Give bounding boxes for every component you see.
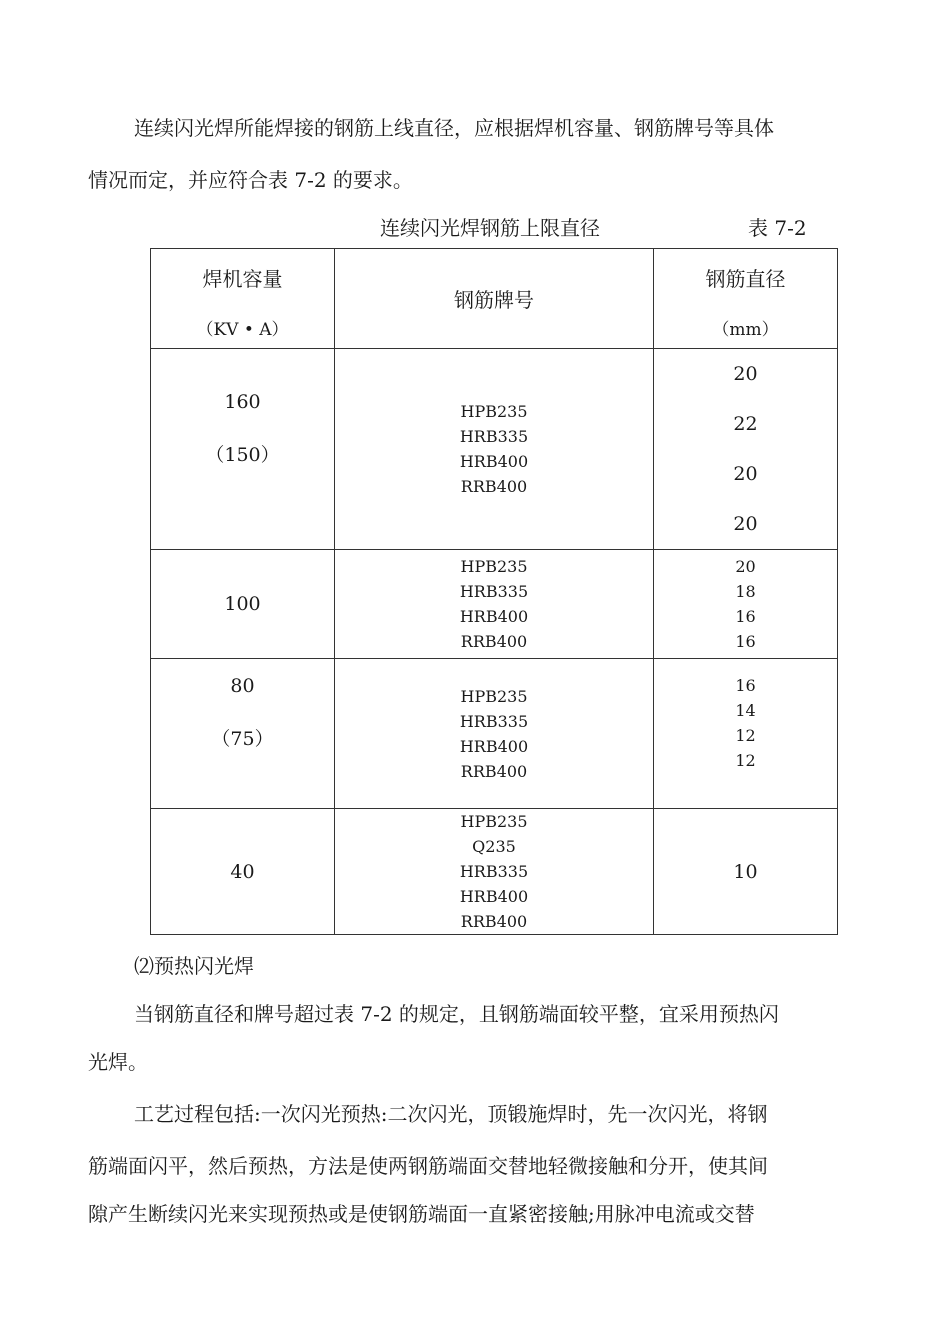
grade-item: RRB400 — [460, 912, 528, 931]
diameter-item: 12 — [735, 726, 756, 745]
spec-table — [150, 248, 838, 935]
diameter-item: 16 — [735, 607, 756, 626]
grade-item: Q235 — [472, 837, 516, 856]
table-number: 表 7-2 — [748, 216, 807, 240]
diameter-item: 12 — [735, 751, 756, 770]
para3-line-3: 隙产生断续闪光来实现预热或是使钢筋端面一直紧密接触;用脉冲电流或交替 — [88, 1202, 755, 1226]
header-capacity-label: 焊机容量 — [202, 267, 283, 291]
diameter-cell — [654, 550, 838, 659]
diameter-cell — [654, 349, 838, 550]
diameter-item: 14 — [735, 701, 756, 720]
header-diameter-unit: （mm） — [712, 320, 779, 340]
capacity-cell — [151, 349, 335, 550]
para3-line-2: 筋端面闪平，然后预热，方法是使两钢筋端面交替地轻微接触和分开，使其间 — [88, 1154, 768, 1178]
grade-item: HRB400 — [459, 887, 529, 906]
table-row — [151, 809, 838, 935]
diameter-item: 20 — [735, 557, 756, 576]
grade-item: RRB400 — [460, 761, 528, 781]
diameter-item: 16 — [735, 676, 756, 695]
grade-cell — [335, 809, 654, 935]
diameter-item: 16 — [735, 632, 756, 651]
table-row — [151, 659, 838, 809]
header-capacity — [151, 249, 335, 349]
header-capacity-unit: （KV • A） — [196, 320, 289, 340]
grade-cell — [335, 659, 654, 809]
section-heading: ⑵预热闪光焊 — [134, 954, 254, 978]
grade-item: HRB335 — [459, 711, 529, 731]
para2-line-1: 当钢筋直径和牌号超过表 7-2 的规定，且钢筋端面较平整，宜采用预热闪 — [134, 1002, 779, 1026]
grade-item: HPB235 — [460, 557, 528, 576]
capacity-value: 100 — [224, 593, 261, 615]
table-row — [151, 349, 838, 550]
capacity-cell — [151, 659, 335, 809]
capacity-value: 160 — [224, 391, 261, 413]
grade-item: HPB235 — [460, 812, 528, 831]
capacity-alt-value: （150） — [205, 444, 280, 466]
intro-line-1: 连续闪光焊所能焊接的钢筋上线直径，应根据焊机容量、钢筋牌号等具体 — [134, 116, 774, 140]
capacity-alt-value: （75） — [211, 728, 274, 750]
header-grade-label: 钢筋牌号 — [454, 288, 534, 312]
grade-item: HRB335 — [459, 862, 529, 881]
grade-item: RRB400 — [460, 632, 528, 651]
table-row — [151, 550, 838, 659]
capacity-value: 80 — [230, 675, 255, 697]
capacity-value: 40 — [230, 860, 255, 883]
diameter-item: 20 — [733, 463, 758, 485]
para2-line-2: 光焊。 — [88, 1050, 148, 1074]
diameter-item: 20 — [733, 363, 758, 385]
grade-cell — [335, 349, 654, 550]
diameter-item: 18 — [735, 582, 756, 601]
para3-line-1: 工艺过程包括:一次闪光预热:二次闪光，顶锻施焊时，先一次闪光，将钢 — [134, 1102, 768, 1126]
table-caption: 连续闪光焊钢筋上限直径 — [380, 216, 600, 240]
header-row — [151, 249, 838, 349]
capacity-cell — [151, 550, 335, 659]
grade-item: HRB400 — [459, 607, 529, 626]
grade-item: HPB235 — [460, 686, 528, 706]
diameter-item: 10 — [733, 860, 758, 883]
capacity-cell — [151, 809, 335, 935]
grade-item: HRB335 — [459, 427, 529, 446]
header-diameter-label: 钢筋直径 — [705, 267, 786, 291]
header-diameter — [654, 249, 838, 349]
diameter-cell — [654, 659, 838, 809]
grade-item: HRB400 — [459, 736, 529, 756]
grade-cell — [335, 550, 654, 659]
grade-item: HRB400 — [459, 452, 529, 471]
grade-item: RRB400 — [460, 477, 528, 496]
grade-item: HRB335 — [459, 582, 529, 601]
diameter-item: 22 — [733, 413, 758, 435]
header-grade — [335, 249, 654, 349]
diameter-item: 20 — [733, 513, 758, 535]
grade-item: HPB235 — [460, 402, 528, 421]
intro-line-2: 情况而定，并应符合表 7-2 的要求。 — [88, 168, 413, 192]
diameter-cell — [654, 809, 838, 935]
